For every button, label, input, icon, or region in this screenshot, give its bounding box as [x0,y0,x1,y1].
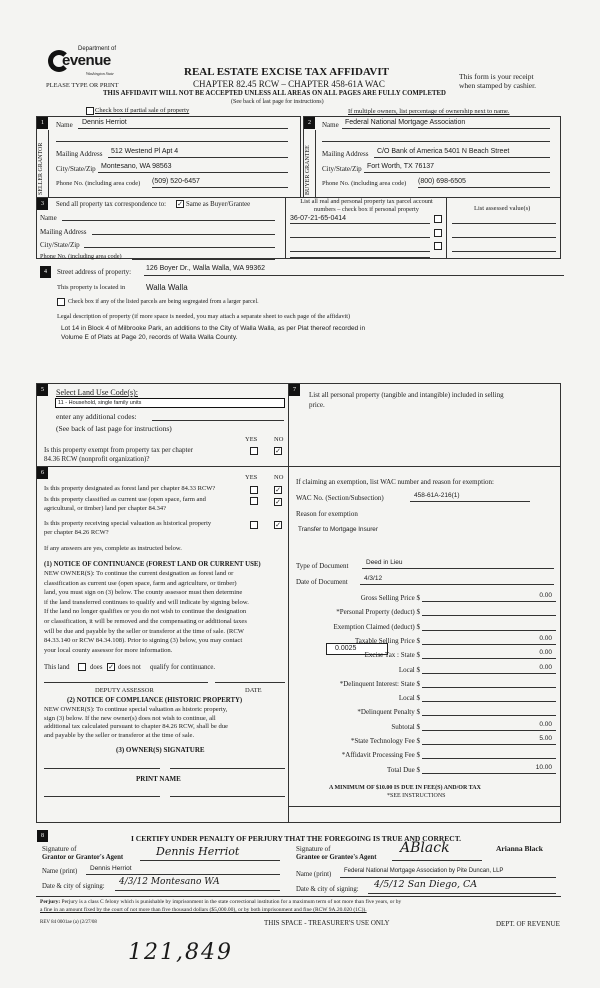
assessor-date-label: DATE [245,687,262,694]
corr-name-label: Name [40,214,57,222]
grantor-name-print-label: Name (print) [42,868,78,875]
please-type-text: PLEASE TYPE OR PRINT [46,82,119,89]
multiple-owners-note: If multiple owners, list percentage of ownership next to name. [348,108,510,115]
document-type-field[interactable]: Deed in Lieu [362,559,554,569]
current-use-no-checkbox[interactable]: ✓ [275,498,281,506]
perjury-text-1: Perjury is a class C felony which is punishable by imprisonment in the state correctional institution for a maximum term of not more than five years, or by [61,899,402,905]
section-number-4: 4 [40,266,51,278]
personal-property-checkbox-3[interactable] [434,242,442,250]
assessed-value-header: List assessed value(s) [474,205,531,212]
assessor-date-line[interactable] [215,682,285,683]
land-use-label: Select Land Use Code(s): [56,388,138,397]
see-instructions-note: *SEE INSTRUCTIONS [387,793,446,799]
receipt-text-2: when stamped by cashier. [459,81,537,90]
fee-label: Taxable Selling Price $ [354,636,420,645]
owner-signature-line-2[interactable] [170,768,285,769]
fee-value-field[interactable]: 0.00 [422,592,556,602]
same-as-buyer-label: Same as Buyer/Grantee [186,201,251,208]
notice-compliance-title: (2) NOTICE OF COMPLIANCE (HISTORIC PROPERTY) [67,697,243,704]
notice-compliance-line: additional tax calculated pursuant to chapter 84.26 RCW, shall be due [44,723,228,730]
seller-phone-field[interactable]: (509) 520-6457 [152,178,288,188]
fee-value-field[interactable]: 0.00 [422,721,556,731]
no-header-5: NO [274,436,284,443]
fee-label: Gross Selling Price $ [360,594,420,602]
exemption-reason-label: Reason for exemption [296,510,358,518]
if-yes-instructions: If any answers are yes, complete as instructed below. [44,545,182,552]
parcel-number-field[interactable]: 36-07-21-65-0414 [290,215,430,224]
section-number-5: 5 [37,384,48,396]
notice-compliance-line: and payable by the seller or transferor at the time of sale. [44,731,195,739]
form-title: REAL ESTATE EXCISE TAX AFFIDAVIT [184,66,389,78]
parcel-number-field-4[interactable] [290,257,430,258]
dept-revenue-label: DEPT. OF REVENUE [496,920,560,928]
partial-sale-checkbox[interactable] [86,107,94,115]
grantee-date-city-label: Date & city of signing: [296,886,359,893]
fee-label: Local $ [398,694,420,703]
personal-property-checkbox-1[interactable] [434,215,442,223]
notice-continuance-line: or classification, it will be removed and the compensating or additional taxes [44,618,247,625]
section-number-2: 2 [304,117,315,129]
personal-property-label: List all personal property (tangible and intangible) included in selling [309,391,504,399]
personal-property-label-2: price. [309,401,325,409]
fee-label: Subtotal $ [391,722,420,731]
grantee-signature-label: Signature of [296,845,331,853]
document-date-field[interactable]: 4/3/12 [360,575,554,585]
notice-continuance-line: NEW OWNER(S): To continue the current designation as forest land or [44,570,234,577]
parcel-header: List all real and personal property tax parcel account numbers – check box if personal property [300,198,433,213]
current-use-yes-checkbox[interactable] [250,497,258,505]
grantor-agent-label: Grantor or Grantor's Agent [42,854,124,861]
located-in-label: This property is located in [57,284,126,291]
notice-continuance-line: classification as current use (open space, farm and agriculture, or timber) [44,579,237,587]
additional-codes-field[interactable] [152,412,284,421]
owner-signature-label: (3) OWNER(S) SIGNATURE [116,746,205,754]
exempt-yes-checkbox[interactable] [250,447,258,455]
buyer-mail-label: Mailing Address [322,150,369,158]
logo-dept-text: Department of [78,46,117,52]
section-number-7: 7 [289,384,300,396]
buyer-mail-field[interactable]: C/O Bank of America 5401 N Beach Street [374,148,550,158]
seller-side-label: SELLER GRANTOR [38,142,44,195]
form-chapter: CHAPTER 82.45 RCW – CHAPTER 458-61A WAC [193,79,385,89]
logo-state-text: Washington State [86,71,114,76]
segregated-label: Check box if any of the listed parcels are being segregated from a larger parcel. [68,299,259,305]
buyer-city-label: City/State/Zip [322,165,362,173]
exempt-question: Is this property exempt from property tax per chapter [44,446,193,454]
see-back-instructions: (See back of last page for instructions) [56,424,172,433]
fee-value-field[interactable]: 0.00 [422,664,556,674]
form-revision: REV 84 0001ae (a) (2/27/08 [40,920,97,925]
notice-compliance-line: NEW OWNER(S): To continue special valuation as historic property, [44,706,228,713]
grantee-agent-label: Grantee or Grantee's Agent [296,854,377,861]
notice-compliance-line: sign (3) below. If the new owner(s) does not wish to continue, all [44,714,216,722]
does-qualify-checkbox[interactable] [78,663,86,671]
send-to-label: Send all property tax correspondence to: [56,201,167,208]
located-in-value[interactable]: Walla Walla [146,283,188,292]
additional-codes-label: enter any additional codes: [56,412,137,421]
grantor-date-city-field[interactable]: 4/3/12 Montesano WA [115,877,280,891]
land-use-code-select[interactable]: 11 - Household, single family units [55,398,285,408]
does-label: does [90,664,103,671]
grantor-date-city-label: Date & city of signing: [42,883,105,890]
notice-continuance-line: will be due and payable by the seller or transferor at the time of sale. (RCW [44,627,244,635]
fee-label: *Affidavit Processing Fee $ [341,751,420,760]
segregated-checkbox[interactable] [57,298,65,306]
historical-yes-checkbox[interactable] [250,521,258,529]
grantor-signature-label: Signature of [42,845,77,853]
legal-description-label: Legal description of property (if more space is needed, you may attach a separate sheet to each page of the affidavit) [57,313,351,320]
fee-label: Exemption Claimed (deduct) $ [333,622,420,631]
same-as-buyer-checkbox[interactable]: ✓ [177,200,183,208]
seller-name-field[interactable]: Dennis Herriot [78,119,288,129]
street-address-field[interactable]: 126 Boyer Dr., Walla Walla, WA 99362 [144,265,564,276]
qualify-label: qualify for continuance. [150,664,216,671]
grantee-date-city-field[interactable]: 4/5/12 San Diego, CA [368,879,556,894]
seller-mail-label: Mailing Address [56,150,103,158]
see-back-text: (See back of last page for instructions) [231,99,324,105]
grantee-name-print-field[interactable]: Federal National Mortgage Association by Pite Duncan, LLP [340,868,556,878]
forest-no-checkbox[interactable]: ✓ [275,486,281,494]
corr-name-field[interactable] [62,213,275,221]
buyer-phone-field[interactable]: (800) 698-6505 [418,178,550,188]
grantee-signer-name: Arianna Black [496,844,543,853]
notice-continuance-title: (1) NOTICE OF CONTINUANCE (FOREST LAND OR CURRENT USE) [44,561,261,568]
deputy-assessor-label: DEPUTY ASSESSOR [95,687,154,694]
buyer-name-label: Name [322,121,339,129]
revenue-logo [48,44,118,84]
wac-label: WAC No. (Section/Subsection) [296,494,384,502]
buyer-name-field[interactable]: Federal National Mortgage Association [342,119,550,129]
fee-value-field[interactable]: 0.00 [422,635,556,645]
corr-mail-label: Mailing Address [40,228,87,236]
receipt-text: This form is your receipt [459,72,534,81]
grantor-signature[interactable]: Dennis Herriot [140,845,280,861]
corr-phone-label: Phone No. (including area code) [40,253,122,260]
fee-value-field[interactable] [422,621,556,631]
fee-value-field[interactable] [422,606,556,616]
parcel-number-field-2[interactable] [290,230,430,238]
deputy-assessor-signature-line[interactable] [44,682,208,683]
grantee-signature[interactable]: ABlack [392,840,482,861]
fee-label: *Personal Property (deduct) $ [336,608,420,617]
historical-question-2: per chapter 84.26 RCW? [44,529,109,536]
corr-phone-field[interactable] [132,252,275,260]
parcel-number-field-3[interactable] [290,244,430,252]
notice-continuance-line: land, you must sign on (3) below. The county assessor must then determine [44,589,243,597]
historical-question: Is this property receiving special valuation as historical property [44,520,212,527]
document-type-label: Type of Document [296,562,349,570]
form-warning: THIS AFFIDAVIT WILL NOT BE ACCEPTED UNLESS ALL AREAS ON ALL PAGES ARE FULLY COMPLETED [103,90,446,97]
yes-header-6: YES [245,474,258,481]
fee-label: Excise Tax : State $ [364,651,420,660]
forest-yes-checkbox[interactable] [250,486,258,494]
seller-city-label: City/State/Zip [56,165,96,173]
assessed-value-field-2[interactable] [452,230,556,238]
this-land-label: This land [44,664,70,671]
logo-revenue-text: evenue [62,52,111,69]
grantor-name-print-field[interactable]: Dennis Herriot [86,865,280,875]
legal-description-line-1[interactable]: Lot 14 in Block 4 of Milbrooke Park, an additions to the City of Walla Walla, as per Plat thereof recorded in [61,325,366,332]
fee-value-field[interactable]: 0.00 [422,649,556,659]
print-name-line-2[interactable] [170,796,285,797]
section-number-3: 3 [37,198,48,210]
minimum-due-note: A MINIMUM OF $10.00 IS DUE IN FEE(S) AND/OR TAX [329,785,481,791]
wac-number-field[interactable]: 458-61A-216(1) [410,492,530,502]
current-use-question-2: agricultural, or timber) land per chapter 84.34? [44,505,167,512]
handwritten-record-number: 121,849 [128,940,233,965]
fee-value-field[interactable] [422,692,556,702]
exempt-question-2: 84.36 RCW (nonprofit organization)? [44,455,150,463]
document-date-label: Date of Document [296,578,348,586]
notice-continuance-line: If the land no longer qualifies or you do not wish to continue the designation [44,608,247,616]
owner-signature-line-1[interactable] [44,768,160,769]
exempt-no-checkbox[interactable]: ✓ [275,447,281,455]
assessed-value-field-3[interactable] [452,244,556,252]
yes-header-5: YES [245,436,258,443]
fee-value-field[interactable] [422,678,556,688]
fee-label: *State Technology Fee $ [350,737,420,745]
notice-continuance-line: if the land transferred continues to qualify and will indicate by signing below. [44,598,249,606]
grantee-name-print-label: Name (print) [296,871,332,878]
fee-value-field[interactable] [422,749,556,759]
buyer-city-field[interactable]: Fort Worth, TX 76137 [364,163,550,173]
fee-label: Total Due $ [387,765,420,774]
exemption-claim-label: If claiming an exemption, list WAC number and reason for exemption: [296,478,494,486]
section-number-8: 8 [37,830,48,842]
does-not-label: does not [118,664,141,671]
personal-property-checkbox-2[interactable] [434,229,442,237]
section-number-6: 6 [37,467,48,479]
fee-label: Local $ [398,665,420,674]
buyer-name-line-2[interactable] [322,138,550,142]
fee-label: *Delinquent Penalty $ [357,708,420,717]
seller-phone-label: Phone No. (including area code) [56,180,141,187]
local-rate-field[interactable]: 0.0025 [326,643,388,655]
seller-name-label: Name [56,121,73,129]
notice-continuance-line: 84.33.140 or RCW 84.34.108). Prior to signing (3) below, you may contact [44,637,243,645]
legal-description-line-2[interactable]: Volume E of Plats at Page 20, records of Walla Walla County. [61,334,238,341]
forest-land-question: Is this property designated as forest land per chapter 84.33 RCW? [44,485,216,492]
print-name-line-1[interactable] [44,796,160,797]
seller-mail-field[interactable]: 512 Westend Pl Apt 4 [108,148,288,158]
assessed-value-field-1[interactable] [452,216,556,224]
fee-value-field[interactable] [422,706,556,716]
notice-continuance-line: your local county assessor for more information. [44,646,173,654]
corr-city-field[interactable] [84,240,275,248]
buyer-side-label: BUYER GRANTEE [305,145,311,195]
certify-statement: I CERTIFY UNDER PENALTY OF PERJURY THAT THE FOREGOING IS TRUE AND CORRECT. [131,834,462,843]
seller-city-field[interactable]: Montesano, WA 98563 [98,163,288,173]
current-use-question: Is this property classified as current use (open space, farm and [44,496,206,503]
street-address-label: Street address of property: [57,268,132,276]
fee-value-field[interactable]: 5.00 [422,735,556,745]
partial-sale-label: Check box if partial sale of property [95,107,190,114]
treasurer-use-label: THIS SPACE - TREASURER'S USE ONLY [264,919,390,927]
corr-mail-field[interactable] [92,227,275,235]
corr-city-label: City/State/Zip [40,241,80,249]
perjury-label: Perjury: [40,899,61,905]
print-name-label: PRINT NAME [136,775,181,783]
exemption-reason-value[interactable]: Transfer to Mortgage Insurer [298,526,378,533]
seller-name-line-2[interactable] [56,138,288,142]
section-number-1: 1 [37,117,48,129]
fee-label: *Delinquent Interest: State $ [339,679,420,688]
does-not-qualify-checkbox[interactable]: ✓ [108,663,114,671]
buyer-phone-label: Phone No. (including area code) [322,180,407,187]
fee-value-field[interactable]: 10.00 [422,764,556,774]
perjury-text-2: a fine in an amount fixed by the court of not more than five thousand dollars ($5,000.00), or by both imprisonment and fine (RCW 9A.20.020 (1C)). [40,907,367,913]
no-header-6: NO [274,474,284,481]
historical-no-checkbox[interactable]: ✓ [275,521,281,529]
